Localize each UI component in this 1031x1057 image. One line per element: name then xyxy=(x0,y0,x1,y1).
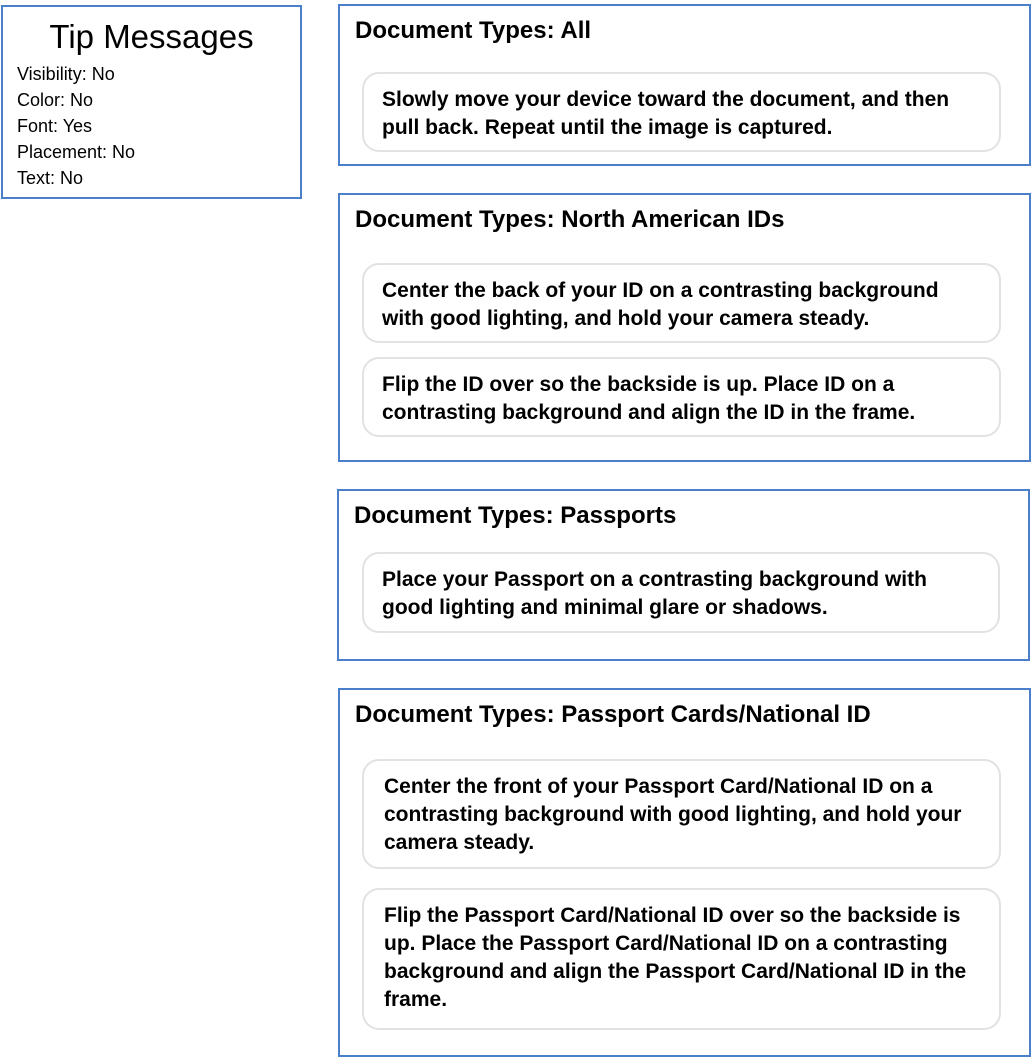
text-setting: Text: No xyxy=(17,168,84,188)
tip-card: Slowly move your device toward the document, and then pull back. Repeat until the image is captured. xyxy=(362,72,1001,152)
visibility-setting: Visibility: No xyxy=(17,64,115,84)
tip-card: Center the back of your ID on a contrasting background with good lighting, and hold your camera steady. xyxy=(362,263,1001,343)
section-heading: Document Types: Passports xyxy=(354,502,677,529)
color-setting: Color: No xyxy=(17,90,94,110)
tip-card: Center the front of your Passport Card/National ID on a contrasting background with good lighting, and hold your camera steady. xyxy=(362,759,1001,869)
tip-messages-title: Tip Messages xyxy=(49,18,254,55)
section-heading: Document Types: Passport Cards/National ID xyxy=(355,701,871,728)
section-all-documents xyxy=(338,4,1031,166)
tip-card: Flip the ID over so the backside is up. Place ID on a contrasting background and align the ID in the frame. xyxy=(362,357,1001,437)
section-north-american-ids xyxy=(338,193,1031,462)
section-passports xyxy=(337,489,1030,661)
placement-setting: Placement: No xyxy=(17,142,136,162)
tip-messages-panel xyxy=(1,5,302,199)
tip-card: Place your Passport on a contrasting background with good lighting and minimal glare or shadows. xyxy=(362,552,1000,633)
section-heading: Document Types: All xyxy=(355,17,592,44)
section-heading: Document Types: North American IDs xyxy=(355,206,785,233)
font-setting: Font: Yes xyxy=(17,116,93,136)
tip-card: Flip the Passport Card/National ID over so the backside is up. Place the Passport Card/National ID on a contrasting background and align the Passport Card/National ID in the frame. xyxy=(362,888,1001,1030)
section-passport-cards-national-id xyxy=(338,688,1031,1057)
